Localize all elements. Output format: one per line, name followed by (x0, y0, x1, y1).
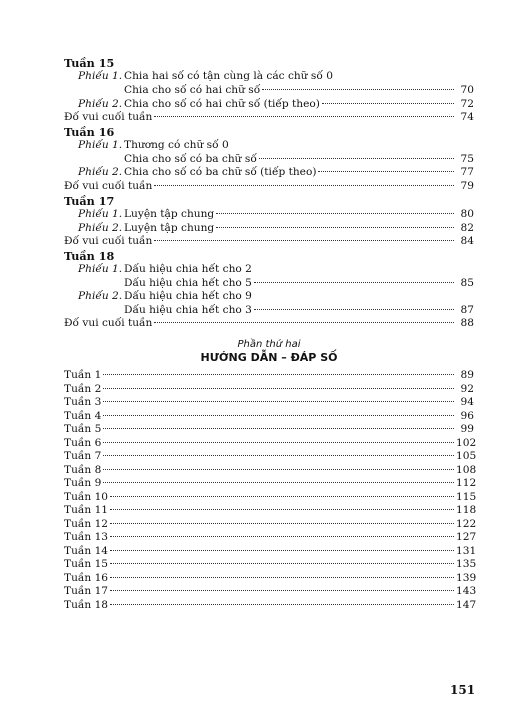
toc-entry (64, 84, 474, 98)
dot-leader (110, 577, 454, 578)
dot-leader (110, 604, 454, 605)
answer-entry (64, 410, 474, 424)
entry-title: Dấu hiệu chia hết cho 2 (124, 263, 252, 276)
entry-page-number: 84 (460, 235, 474, 248)
sheet-label: Phiếu 1. (78, 70, 123, 83)
answer-page-number: 143 (456, 585, 477, 598)
entry-page-number: 75 (460, 152, 474, 165)
answer-week: Tuần 10 (64, 490, 109, 503)
answer-page-number: 105 (456, 450, 477, 463)
entry-title: Chia hai số có tận cùng là các chữ số 0 (124, 70, 333, 83)
entry-title: Đố vui cuối tuần (64, 179, 153, 192)
dot-leader (154, 240, 454, 241)
toc-entry (64, 153, 474, 167)
answer-entry (64, 436, 477, 451)
answer-week: Tuần 3 (64, 396, 102, 409)
answer-week: Tuần 11 (64, 504, 109, 517)
part-two-title: HƯỚNG DẪN – ĐÁP SỐ (200, 351, 338, 365)
toc-entry (64, 111, 474, 125)
answer-week: Tuần 13 (64, 531, 109, 544)
dot-leader (254, 309, 454, 310)
toc-entry (64, 208, 474, 222)
answer-page-number: 118 (456, 504, 477, 517)
dot-leader (216, 227, 454, 228)
entry-page-number: 85 (460, 276, 474, 289)
dot-leader (259, 158, 454, 159)
toc-entry (64, 290, 474, 304)
dot-leader (110, 590, 454, 591)
entry-page-number: 79 (460, 179, 474, 192)
answer-entry (64, 383, 474, 397)
answer-page-number: 135 (456, 558, 477, 571)
toc-entry (64, 317, 474, 331)
answer-week: Tuần 18 (64, 598, 109, 611)
entry-title: Chia cho số có ba chữ số (tiếp theo) (124, 166, 317, 179)
sheet-label: Phiếu 1. (78, 263, 123, 276)
answer-entry (64, 517, 477, 532)
dot-leader (110, 536, 454, 537)
entry-page-number: 88 (460, 317, 474, 330)
dot-leader (322, 103, 454, 104)
dot-leader (103, 388, 454, 389)
entry-page-number: 87 (460, 303, 474, 316)
answer-week: Tuần 1 (64, 369, 102, 382)
toc-entry (64, 304, 474, 318)
entry-title: Dấu hiệu chia hết cho 5 (124, 276, 252, 289)
dot-leader (103, 415, 454, 416)
answer-week: Tuần 12 (64, 517, 109, 530)
toc-entry (64, 166, 474, 180)
entry-title: Thương có chữ số 0 (124, 139, 229, 152)
entry-title: Đố vui cuối tuần (64, 317, 153, 330)
answer-week: Tuần 14 (64, 544, 109, 557)
answer-entry (64, 598, 477, 613)
dot-leader (154, 185, 454, 186)
answer-week: Tuần 6 (64, 436, 102, 449)
sheet-label: Phiếu 2. (78, 290, 123, 303)
answer-week: Tuần 8 (64, 463, 102, 476)
answer-entry (64, 369, 474, 383)
answer-week: Tuần 15 (64, 558, 109, 571)
entry-title: Dấu hiệu chia hết cho 3 (124, 303, 252, 316)
answer-week: Tuần 17 (64, 585, 109, 598)
entry-title: Luyện tập chung (124, 207, 215, 220)
answer-page-number: 89 (460, 369, 474, 382)
answer-page-number: 102 (456, 436, 477, 449)
answer-entry (64, 531, 477, 545)
sheet-label: Phiếu 1. (78, 207, 123, 220)
entry-title: Chia cho số có ba chữ số (124, 152, 257, 165)
dot-leader (154, 322, 454, 323)
weeks-section (64, 56, 474, 331)
entry-page-number: 72 (460, 97, 474, 110)
week-heading: Tuần 18 (64, 248, 115, 263)
answer-page-number: 122 (456, 517, 477, 530)
toc-entry (64, 277, 474, 291)
entry-page-number: 80 (460, 207, 474, 220)
dot-leader (318, 171, 454, 172)
entry-title: Luyện tập chung (124, 221, 215, 234)
toc-entry (64, 263, 474, 277)
dot-leader (262, 89, 454, 90)
answer-entry (64, 477, 477, 491)
answer-entry (64, 423, 474, 437)
dot-leader (103, 482, 454, 483)
answer-entry (64, 504, 477, 518)
sheet-label: Phiếu 1. (78, 139, 123, 152)
dot-leader (254, 282, 454, 283)
week-heading: Tuần 17 (64, 193, 115, 208)
dot-leader (110, 509, 454, 510)
toc-entry (64, 180, 474, 194)
answer-page-number: 112 (456, 477, 477, 490)
entry-title: Chia cho số có hai chữ số (tiếp theo) (124, 97, 320, 110)
answer-week: Tuần 5 (64, 423, 102, 436)
dot-leader (154, 116, 454, 117)
answer-page-number: 99 (460, 423, 474, 436)
toc-entry (64, 139, 474, 153)
answer-entry (64, 558, 477, 572)
answer-page-number: 127 (456, 531, 477, 544)
part-two-subtitle: Phần thứ hai (237, 339, 301, 351)
sheet-label: Phiếu 2. (78, 166, 123, 179)
answer-page-number: 92 (460, 382, 474, 395)
table-of-contents (64, 56, 477, 612)
answer-list (64, 369, 477, 612)
toc-entry (64, 222, 474, 236)
answer-page-number: 139 (456, 571, 477, 584)
answer-week: Tuần 4 (64, 409, 102, 422)
answer-entry (64, 544, 477, 559)
dot-leader (103, 442, 454, 443)
dot-leader (110, 550, 454, 551)
answer-page-number: 147 (456, 598, 477, 611)
dot-leader (103, 401, 454, 402)
sheet-label: Phiếu 2. (78, 221, 123, 234)
entry-title: Chia cho số có hai chữ số (124, 83, 261, 96)
entry-page-number: 77 (460, 166, 474, 179)
answer-entry (64, 396, 474, 410)
week-heading: Tuần 16 (64, 124, 115, 139)
entry-title: Dấu hiệu chia hết cho 9 (124, 290, 252, 303)
toc-entry (64, 98, 474, 112)
answer-page-number: 108 (456, 463, 477, 476)
answer-week: Tuần 2 (64, 382, 102, 395)
dot-leader (110, 523, 454, 524)
dot-leader (103, 455, 454, 456)
answer-entry (64, 490, 477, 505)
dot-leader (216, 213, 454, 214)
answer-week: Tuần 7 (64, 450, 102, 463)
answer-page-number: 96 (460, 409, 474, 422)
page-number: 151 (450, 683, 476, 697)
answer-week: Tuần 16 (64, 571, 109, 584)
dot-leader (103, 374, 454, 375)
dot-leader (103, 469, 454, 470)
entry-title: Đố vui cuối tuần (64, 111, 153, 124)
sheet-label: Phiếu 2. (78, 97, 123, 110)
answer-entry (64, 463, 477, 478)
entry-page-number: 82 (460, 221, 474, 234)
dot-leader (110, 496, 454, 497)
answer-page-number: 94 (460, 396, 474, 409)
answer-page-number: 115 (456, 490, 477, 503)
week-heading: Tuần 15 (64, 56, 115, 70)
entry-title: Đố vui cuối tuần (64, 235, 153, 248)
answer-entry (64, 571, 477, 586)
answer-page-number: 131 (456, 544, 477, 557)
dot-leader (103, 428, 454, 429)
answer-entry (64, 585, 477, 599)
answer-entry (64, 450, 477, 464)
answer-week: Tuần 9 (64, 477, 102, 490)
entry-page-number: 70 (460, 83, 474, 96)
toc-entry (64, 70, 474, 84)
dot-leader (110, 563, 454, 564)
part-two-section (64, 339, 477, 612)
toc-entry (64, 235, 474, 249)
entry-page-number: 74 (460, 111, 474, 124)
